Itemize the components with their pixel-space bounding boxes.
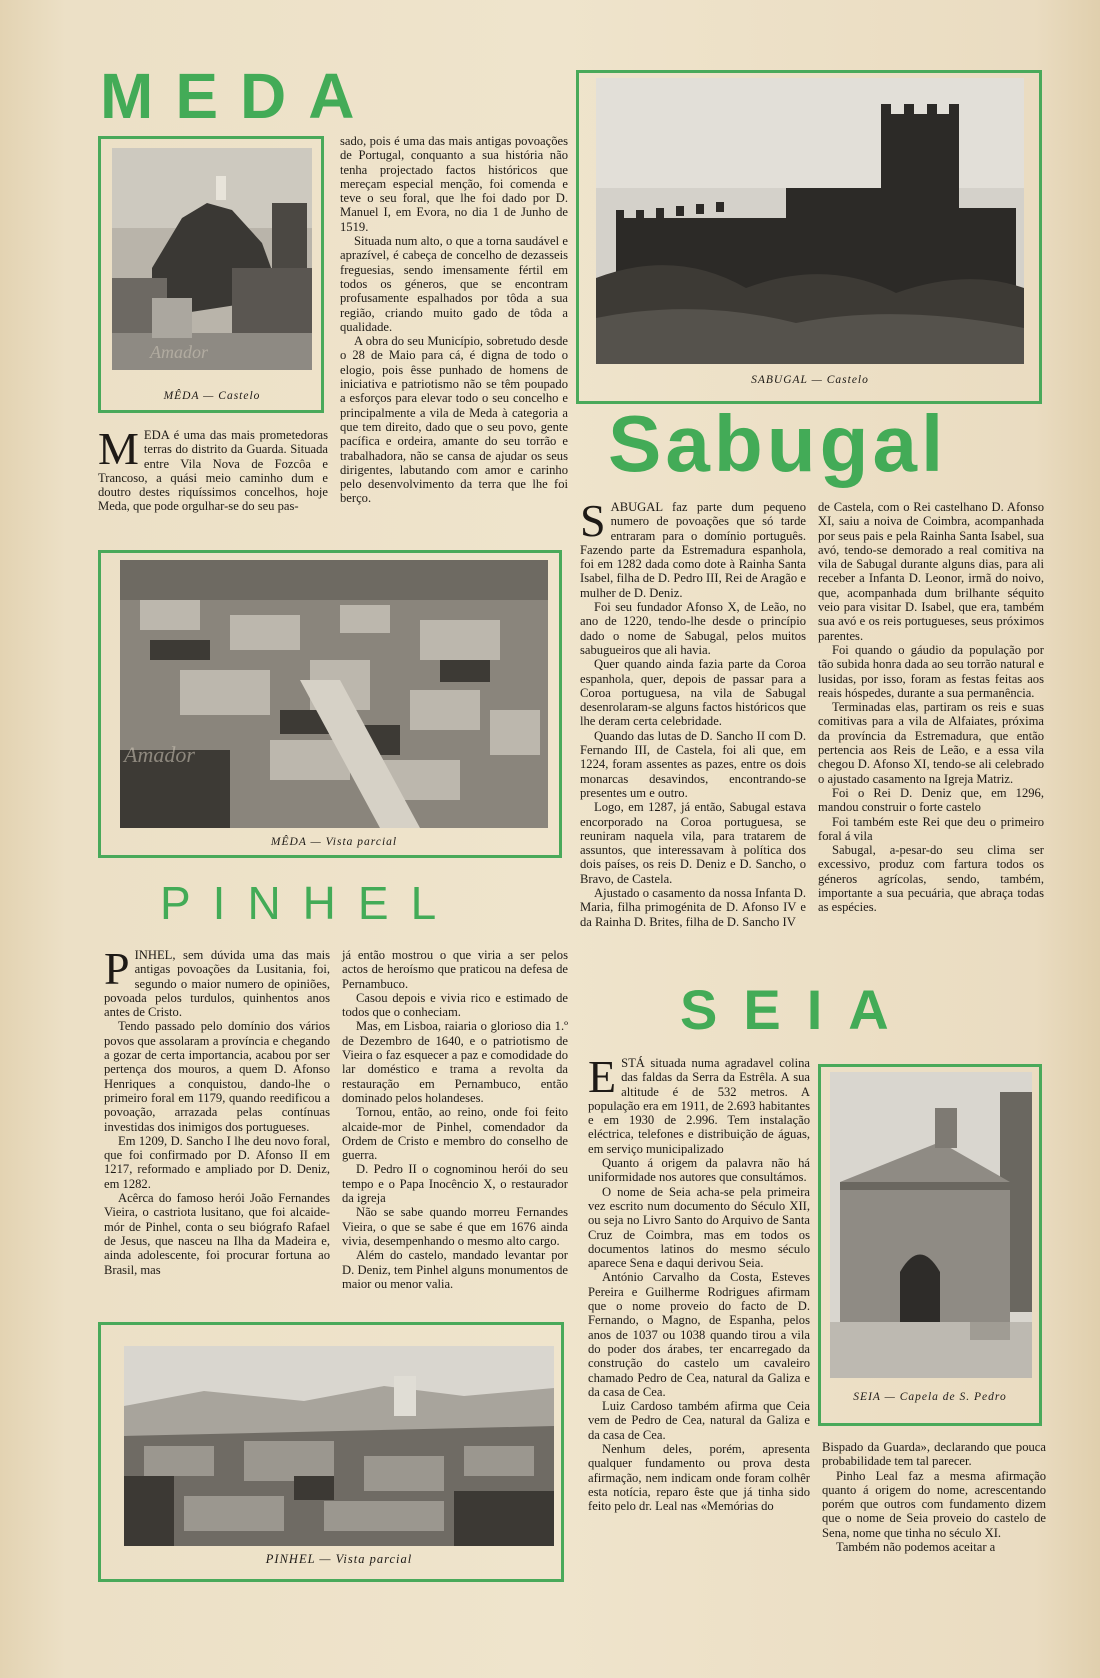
pinhel-text-col1: PINHEL, sem dúvida uma das mais antigas povoações da Lusitania, foi, segundo o maior numero de opiniões, povoada pelos turdulos, quinhentos anos antes de Cristo. Tendo passado pelo domínio dos vários povos que assolaram a província e chegando a gozar de certa importancia, acabou por ser pertença dos mouros, a quem D. Afonso Henriques a conquistou, dando-lhe o primeiro foral em 1179, quando reedificou a povoação, arrazada pelas contínuas investidas dos inimigos dos portugueses. Em 1209, D. Sancho I lhe deu novo foral, que foi confirmado por D. Afonso II em 1217, reformado e ampliado por D. Deniz, em 1282. Acêrca do famoso herói João Fernandes Vieira, o castriota lusitano, que foi alcaide-mór de Pinhel, conta o seu biógrafo Rafael de Jesus, que nasceu na Ilha da Madeira e, ainda adolescente, foi procurar fortuna ao Brasil, mas — [104, 943, 330, 1277]
sabugal-dropcap: S — [580, 495, 606, 546]
pinhel-vista-caption: PINHEL — Vista parcial — [265, 1552, 413, 1566]
meda-text-col1: MEDA é uma das mais prometedoras terras do distrito da Guarda. Situada entre Vila Nova de Fozcôa e Trancoso, a quási meio caminho dum e doutro destes riquíssimos concelhos, hoje Meda, que pode orgulhar-se do seu pas- — [98, 423, 328, 514]
meda-vista-caption: MÊDA — Vista parcial — [270, 836, 398, 848]
seia-capela-caption: SEIA — Capela de S. Pedro — [853, 1391, 1007, 1403]
meda-castelo-caption: MÊDA — Castelo — [163, 390, 261, 402]
meda-title: MEDA — [100, 60, 377, 132]
seia-capela-photo — [830, 1072, 1032, 1378]
sabugal-castelo-photo — [596, 78, 1024, 364]
meda-vista-photo — [120, 560, 548, 828]
pinhel-title: PINHEL — [160, 877, 459, 929]
meda-text-col2: sado, pois é uma das mais antigas povoações de Portugal, conquanto a sua história não tenha projectado factos históricos que mereçam especial menção, foi comenda e teve o seu foral, que lhe foi dado por D. Manuel I, em Evora, no dia 1 de Junho de 1519. Situada num alto, o que a torna saudável e aprazível, é cabeça de concelho de dezasseis freguesias, sendo imensamente fértil em todos os géneros, que se encontram profusamente espalhados por tôda a sua região, criando muito gado de tôda a qualidade. A obra do seu Município, sobretudo desde o 28 de Maio para cá, é digna de todo o elogio, pois êsse punhado de homens de iniciativa e patriotismo não se têm poupado a esforços para elevar todo o seu concelho e principalmente a vila de Meda à categoria a que tem direito, dado que o seu povo, gente pacífica e ordeira, amante do seu torrão e trabalhadora, não se cansa de ajudar os seus dirigentes, labutando com amor e carinho pelo desenvolvimento da terra que lhe foi berço. — [340, 134, 568, 506]
pinhel-vista-photo — [124, 1346, 554, 1546]
pinhel-text-col2: já então mostrou o que viria a ser pelos actos de heroísmo que praticou na defesa de Pernambuco. Casou depois e vivia rico e estimado de todos que o conheciam. Mas, em Lisboa, raiaria o glorioso dia 1.º de Dezembro de 1640, e o patriotismo de Vieira o faz esquecer a paz e comodidade do lar doméstico e trama a revolta da restauração em Pernambuco, então dominado pelos holandeses. Tornou, então, ao reino, onde foi feito alcaide-mor de Pinhel, comendador da Ordem de Cristo e membro do conselho de guerra. D. Pedro II o cognominou herói do seu tempo e o Papa Inocêncio X, o restaurador da igreja Não se sabe quando morreu Fernandes Vieira, o que se sabe é que em 1676 ainda vivia, desempenhando o mesmo alto cargo. Além do castelo, mandado levantar por D. Deniz, tem Pinhel alguns monumentos de maior ou menor valia. — [342, 948, 568, 1291]
seia-title: SEIA — [680, 978, 915, 1041]
seia-text-col1: ESTÁ situada numa agradavel colina das faldas da Serra da Estrêla. A sua altitude é de 532 metros. A população era em 1911, de 2.693 habitantes e em 1930 de 2.996. Tem instalação eléctrica, telefones e distribuição de águas, em serviço municipalizado Quanto á origem da palavra não há uniformidade nos autores que consultámos. O nome de Seia acha-se pela primeira vez escrito num documento do Século XII, ou seja no Livro Santo do Arquivo de Santa Cruz de Coimbra, mas em todos os documentos latinos do mesmo século aparece Sena e daqui derivou Seia. António Carvalho da Costa, Esteves Pereira e Guilherme Rodrigues afirmam que o nome proveio do facto de D. Fernando, o Magno, de Espanha, pelos anos de 1037 ou 1038 quando tirou a vila do poder dos árabes, ter encarregado da construção do castelo um cavaleiro chamado Pedro de Cea, natural da Galiza e da casa de Cea. Luiz Cardoso também afirma que Ceia vem de Pedro de Cea, natural da Galiza e da casa de Cea. Nenhum deles, porém, apresenta qualquer fundamento ou prova desta afirmação, nem indicam onde foram colhêr esta notícia, reparo êste que já tinha sido feito pelo dr. Leal nas «Memórias do — [588, 1051, 810, 1514]
meda-castelo-photo — [112, 148, 312, 370]
sabugal-castelo-caption: SABUGAL — Castelo — [751, 374, 869, 386]
seia-dropcap: E — [588, 1051, 617, 1102]
seia-text-col2: Bispado da Guarda», declarando que pouca probabilidade tem tal parecer. Pinho Leal faz a mesma afirmação quanto á origem do nome, acrescentando porém que outros com fundamento dizem que o nome de Seia proveio do castelo de Sena, nome que tinha no século XI. Também não podemos aceitar a — [822, 1440, 1046, 1555]
meda-castelo-signature: Amador — [150, 342, 208, 362]
sabugal-title: Sabugal — [608, 399, 948, 488]
meda-dropcap: M — [98, 423, 139, 474]
sabugal-text-col2: de Castela, com o Rei castelhano D. Afonso XI, saiu a noiva de Coimbra, acompanhada por seus pais e pela Rainha Santa Isabel, sua avó, tendo-se demorado a real comitiva na vila de Sabugal durante alguns dias, para ali receber a Infanta D. Leonor, irmã do noivo, que, acompanhada dum brilhante séquito veio para visitar D. Isabel, que era, também sua avó e os reis portugueses, seus próximos parentes. Foi quando o gáudio da população por tão subida honra dada ao seu torrão natural e lusidas, por isso, foram as festas feitas aos reais hóspedes, durante a sua permanência. Terminadas elas, partiram os reis e suas comitivas para a vila de Alfaiates, próxima da província da Estremadura, que então pertencia aos Reis de Leão, e a essa vila chegou D. Afonso XI, tendo-se ali celebrado o ajustado casamento na Igreja Matriz. Foi o Rei D. Deniz que, em 1296, mandou construir o forte castelo Foi também este Rei que deu o primeiro foral á vila Sabugal, a-pesar-do seu clima ser excessivo, produz com fartura todos os géneros agrícolas, sendo, também, importante a sua pecuária, que abraça todas as espécies. — [818, 500, 1044, 915]
meda-vista-signature: Amador — [124, 742, 195, 767]
pinhel-dropcap: P — [104, 943, 130, 994]
sabugal-text-col1: SABUGAL faz parte dum pequeno numero de povoações que só tarde entraram para o domínio português. Fazendo parte da Estremadura espanhola, foi em 1282 dada como dote à Rainha Santa Isabel, filha de D. Pedro III, Rei de Aragão e mulher de D. Deniz. Foi seu fundador Afonso X, de Leão, no ano de 1220, tendo-lhe desde o princípio dado o nome de Sabugal, pelos muitos sabugueiros que ali havia. Quer quando ainda fazia parte da Coroa espanhola, quer, depois de passar para a Coroa portuguesa, na vila de Sabugal desenrolaram-se alguns factos históricos que lhe deram certa celebridade. Quando das lutas de D. Sancho II com D. Fernando III, de Castela, foi ali que, em 1224, foram assentes as pazes, entre os dois monarcas desavindos, encontrando-se presentes um e outro. Logo, em 1287, já então, Sabugal estava encorporado na Coroa portuguesa, se reuniram naquela vila, para tratarem de assuntos, que interessavam à política dos dois países, os reis D. Deniz e D. Sancho, o Bravo, de Castela. Ajustado o casamento da nossa Infanta D. Maria, filha primogénita de D. Afonso IV e da Rainha D. Brites, filha de D. Sancho IV — [580, 495, 806, 929]
